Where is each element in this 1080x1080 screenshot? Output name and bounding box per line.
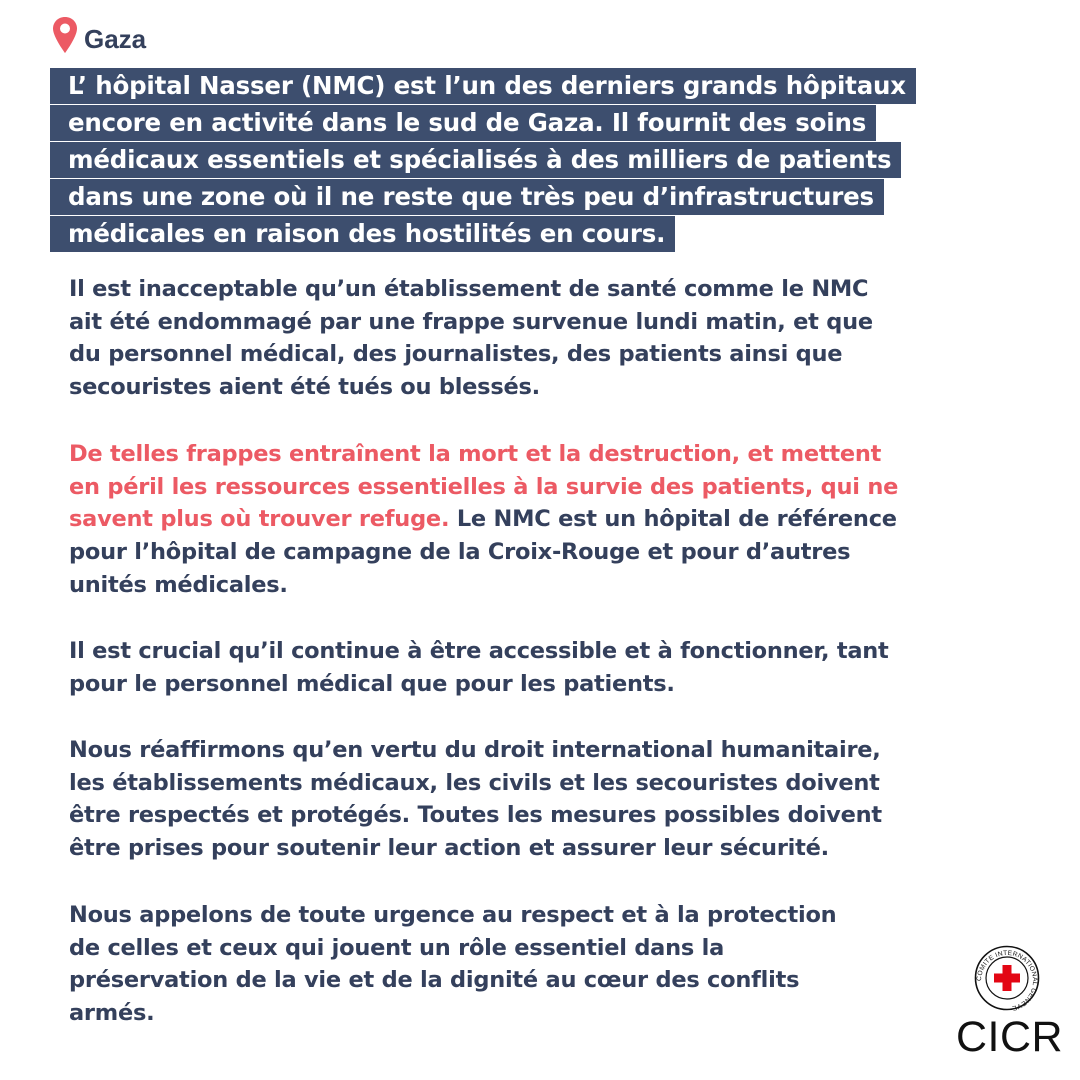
location-label: Gaza — [84, 24, 147, 54]
paragraph-reaffirm — [69, 734, 1049, 865]
icrc-logo — [956, 945, 1064, 1062]
text-line: armés. — [69, 1000, 155, 1027]
text-line-emphasis: en péril les ressources essentielles à la survie des patients, qui ne — [69, 473, 899, 500]
text-line: de celles et ceux qui jouent un rôle essentiel dans la — [69, 934, 724, 961]
highlight-line: encore en activité dans le sud de Gaza. Il fournit des soins — [50, 105, 876, 141]
text-plain: Le NMC est un hôpital de référence — [449, 506, 897, 533]
map-pin-icon — [52, 16, 78, 54]
paragraph-strikes — [69, 438, 1049, 602]
text-line: Il est inacceptable qu’un établissement de santé comme le NMC — [69, 276, 869, 302]
emblem-text: COMITE INTERNATIONAL GENEVE — [975, 949, 1039, 1011]
text-line: pour l’hôpital de campagne de la Croix-Rouge et pour d’autres — [69, 539, 851, 566]
text-line: être respectés et protégés. Toutes les mesures possibles doivent — [69, 802, 882, 829]
highlight-line: L’ hôpital Nasser (NMC) est l’un des derniers grands hôpitaux — [50, 68, 916, 104]
red-cross-emblem-icon — [974, 945, 1040, 1011]
text-line: pour le personnel médical que pour les patients. — [69, 670, 675, 697]
location-header — [52, 14, 146, 55]
text-line: secouristes aient été tués ou blessés. — [69, 374, 540, 401]
highlight-line: dans une zone où il ne reste que très peu d’infrastructures — [50, 179, 884, 215]
highlighted-intro — [50, 68, 1050, 253]
text-line: Il est crucial qu’il continue à être accessible et à fonctionner, tant — [69, 638, 889, 664]
text-line: préservation de la vie et de la dignité au cœur des conflits — [69, 967, 800, 994]
logo-acronym: CICR — [956, 1013, 1064, 1061]
text-line: Nous appelons de toute urgence au respect et à la protection — [69, 902, 837, 928]
text-line-emphasis: De telles frappes entraînent la mort et la destruction, et mettent — [69, 441, 882, 467]
text-line: ait été endommagé par une frappe survenue lundi matin, et que — [69, 308, 873, 335]
text-emphasis: savent plus où trouver refuge. — [69, 506, 450, 533]
paragraph-appeal — [69, 899, 1049, 1030]
highlight-line: médicaux essentiels et spécialisés à des milliers de patients — [50, 142, 901, 178]
text-line: Nous réaffirmons qu’en vertu du droit international humanitaire, — [69, 737, 881, 763]
text-line: unités médicales. — [69, 571, 288, 598]
text-line: être prises pour soutenir leur action et assurer leur sécurité. — [69, 835, 829, 862]
text-line-mixed — [69, 503, 1049, 536]
paragraph-crucial — [69, 635, 1049, 700]
text-line: les établissements médicaux, les civils et les secouristes doivent — [69, 769, 880, 796]
paragraph-unacceptable — [69, 273, 1049, 404]
text-line: du personnel médical, des journalistes, des patients ainsi que — [69, 341, 843, 368]
highlight-line: médicales en raison des hostilités en cours. — [50, 216, 675, 252]
